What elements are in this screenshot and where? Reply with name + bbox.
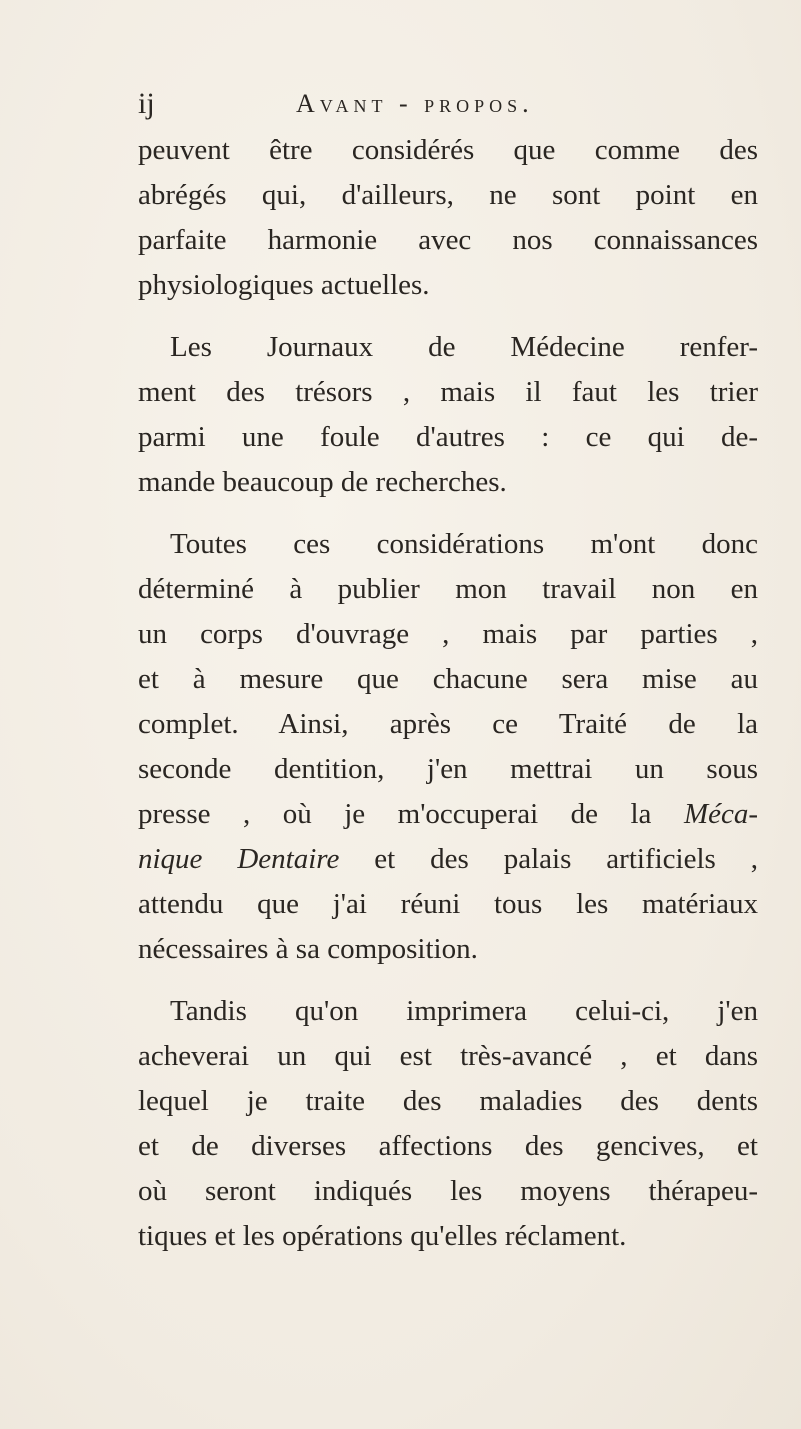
text-line: ment des trésors , mais il faut les trier — [138, 376, 758, 408]
running-head — [138, 84, 758, 124]
text-line: où seront indiqués les moyens thérapeu- — [138, 1175, 758, 1207]
text-line: et de diverses affections des gencives, et — [138, 1130, 758, 1162]
text-line: parmi une foule d'autres : ce qui de- — [138, 421, 758, 453]
text-line: nécessaires à sa composition. — [138, 933, 478, 965]
text-line: tiques et les opérations qu'elles réclament. — [138, 1220, 627, 1252]
italic-term: nique Dentaire — [138, 843, 340, 875]
body-text — [138, 128, 758, 1259]
text-line: et à mesure que chacune sera mise au — [138, 663, 758, 695]
text-line: acheverai un qui est très-avancé , et dans — [138, 1040, 758, 1072]
text-line: complet. Ainsi, après ce Traité de la — [138, 708, 758, 740]
text-line: nique Dentaire et des palais artificiels , — [138, 843, 758, 875]
italic-term: Méca- — [683, 798, 758, 830]
text-line: attendu que j'ai réuni tous les matériaux — [138, 888, 758, 920]
page-number: ij — [138, 87, 155, 120]
text-line: seconde dentition, j'en mettrai un sous — [138, 753, 758, 785]
text-line: lequel je traite des maladies des dents — [138, 1085, 758, 1117]
text-line: mande beaucoup de recherches. — [138, 466, 507, 498]
text-line: presse , où je m'occuperai de la Méca- — [138, 798, 758, 830]
text-line: parfaite harmonie avec nos connaissances — [138, 224, 758, 256]
text-line: déterminé à publier mon travail non en — [138, 573, 758, 605]
running-head-title: Avant - propos. — [296, 89, 534, 118]
text-line: Tandis qu'on imprimera celui-ci, j'en — [170, 995, 758, 1027]
text-line: peuvent être considérés que comme des — [138, 134, 758, 166]
text-line: physiologiques actuelles. — [138, 269, 430, 301]
text-line: un corps d'ouvrage , mais par parties , — [138, 618, 758, 650]
text-line: abrégés qui, d'ailleurs, ne sont point en — [138, 179, 758, 211]
text-line: Toutes ces considérations m'ont donc — [170, 528, 758, 560]
text-line: Les Journaux de Médecine renfer- — [170, 331, 758, 363]
